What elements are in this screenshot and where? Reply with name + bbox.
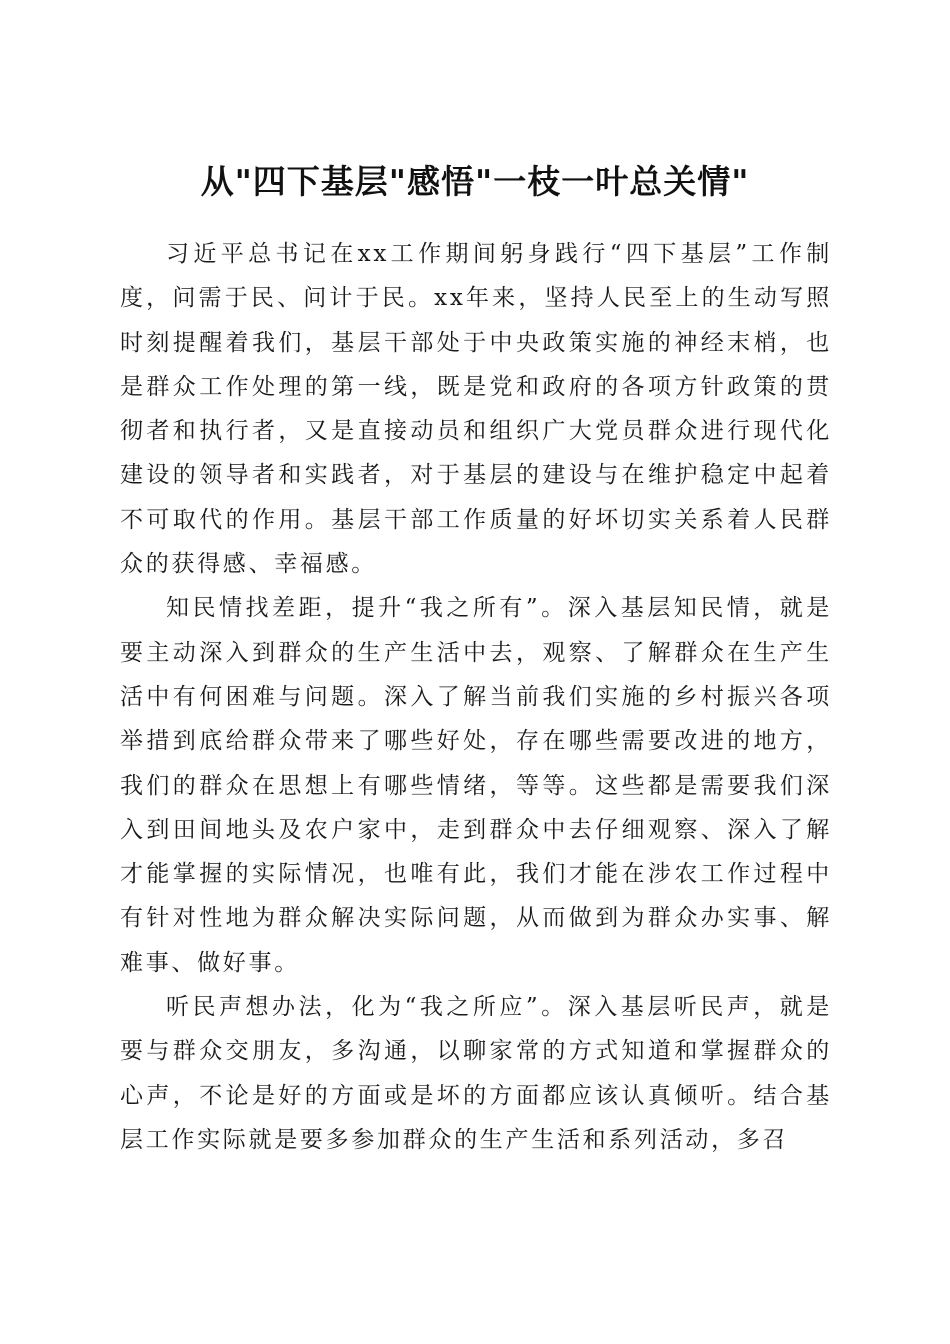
document-title: 从"四下基层"感悟"一枝一叶总关情" [200,162,750,202]
document-body [120,232,832,1162]
paragraph-know-public-sentiment: 知民情找差距，提升“我之所有”。深入基层知民情，就是要主动深入到群众的生产生活中去，观察、了解群众在生产生活中有何困难与问题。深入了解当前我们实施的乡村振兴各项举措到底给群众带来了哪些好处，存在哪些需要改进的地方，我们的群众在思想上有哪些情绪，等等。这些都是需要我们深入到田间地头及农户家中，走到群众中去仔细观察、深入了解才能掌握的实际情况，也唯有此，我们才能在涉农工作过程中有针对性地为群众解决实际问题，从而做到为群众办实事、解难事、做好事。 [120,595,832,976]
paragraph-intro: 习近平总书记在xx工作期间躬身践行“四下基层”工作制度，问需于民、问计于民。xx年来，坚持人民至上的生动写照时刻提醒着我们，基层干部处于中央政策实施的神经末梢，也是群众工作处理的第一线，既是党和政府的各项方针政策的贯彻者和执行者，又是直接动员和组织广大党员群众进行现代化建设的领导者和实践者，对于基层的建设与在维护稳定中起着不可取代的作用。基层干部工作质量的好坏切实关系着人民群众的获得感、幸福感。 [120,241,832,578]
paragraph-listen-public-voice: 听民声想办法，化为“我之所应”。深入基层听民声，就是要与群众交朋友，多沟通，以聊家常的方式知道和掌握群众的心声，不论是好的方面或是坏的方面都应该认真倾听。结合基层工作实际就是要多参加群众的生产生活和系列活动，多召 [120,994,832,1153]
